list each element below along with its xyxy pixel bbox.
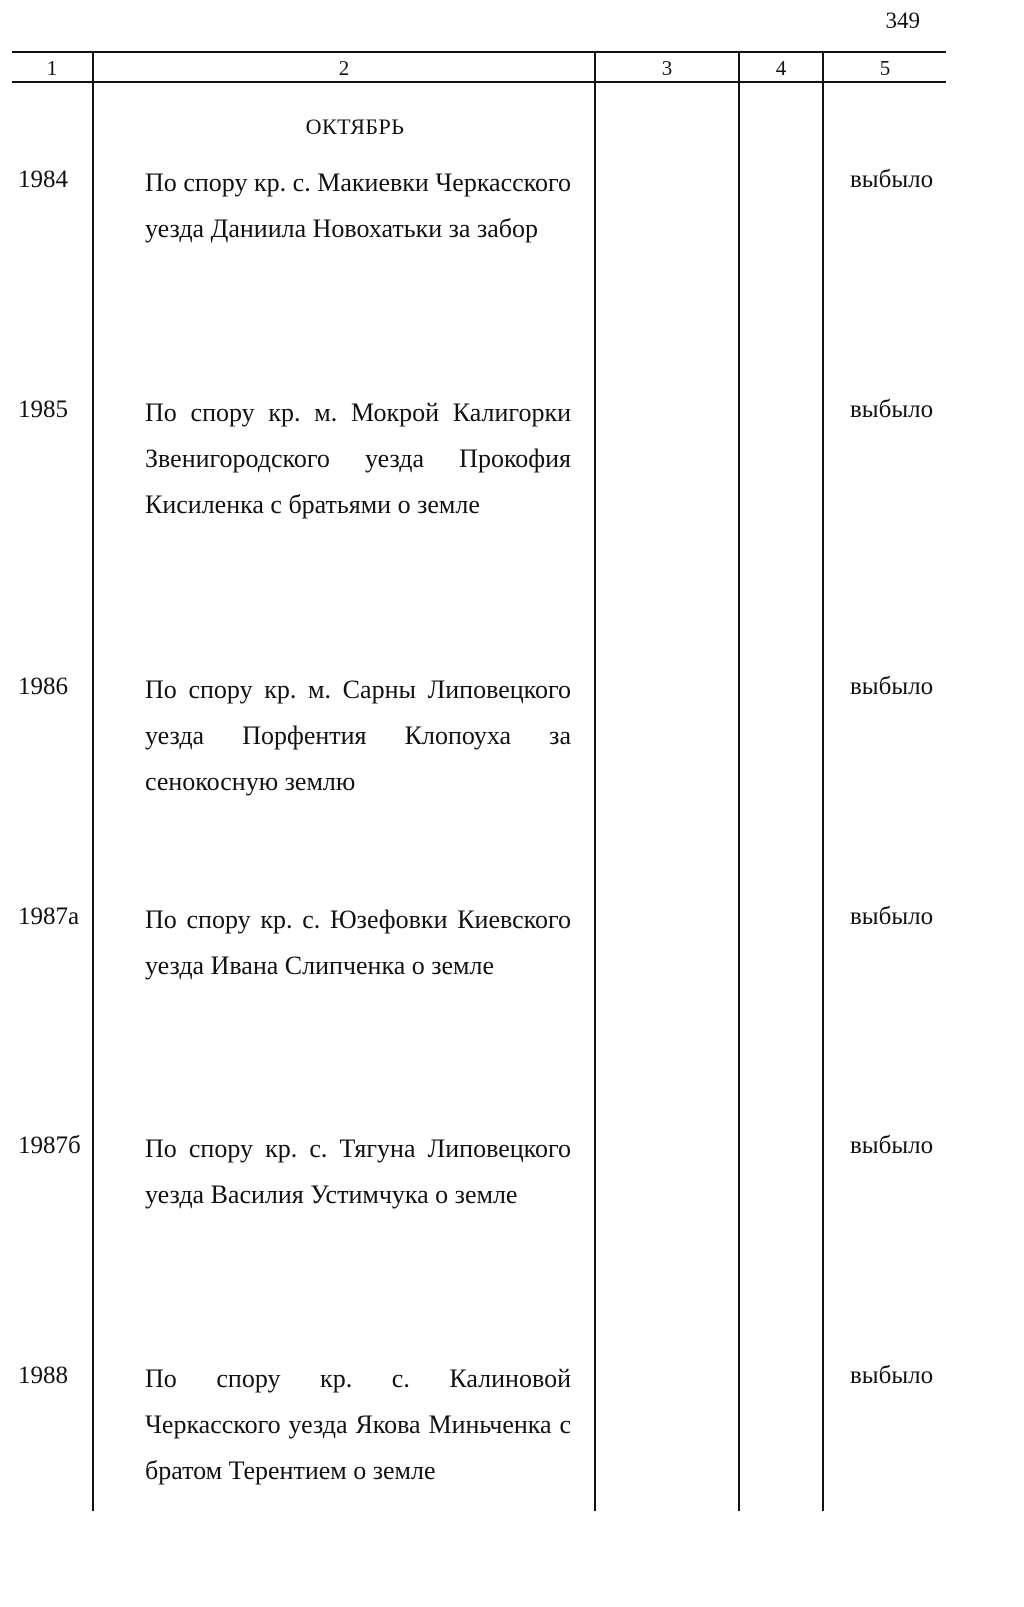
entry-description: По спору кр. с. Макиевки Черкасского уезда Даниила Новохатьки за забор — [145, 168, 571, 243]
column-header-3: 3 — [661, 56, 673, 80]
column-divider-1 — [92, 51, 94, 1511]
column-divider-2 — [594, 51, 596, 1511]
column-header-5: 5 — [879, 56, 891, 80]
column-header-2: 2 — [338, 56, 350, 80]
entry-description: По спору кр. с. Юзефовки Киевского уезда Ивана Слипченка о земле — [145, 905, 571, 980]
entry-number: 1984 — [18, 166, 68, 193]
entry-description: По спору кр. м. Сарны Липовецкого уезда Порфентия Клопоуха за сенокосную землю — [145, 675, 571, 796]
header-bottom-rule — [12, 81, 946, 83]
entry-description: По спору кр. с. Калиновой Черкасского уезда Якова Миньченка с братом Терентием о земле — [145, 1364, 571, 1485]
entry-number: 1987а — [18, 903, 80, 930]
entry-description: По спору кр. м. Мокрой Калигорки Звенигородского уезда Прокофия Кисиленка с братьями о земле — [145, 398, 571, 519]
page-number: 349 — [885, 8, 920, 33]
column-divider-4 — [822, 51, 824, 1511]
entry-status: выбыло — [850, 166, 934, 193]
entry-status: выбыло — [850, 396, 934, 423]
month-heading: ОКТЯБРЬ — [305, 114, 405, 139]
entry-number: 1986 — [18, 673, 68, 700]
column-header-4: 4 — [775, 56, 787, 80]
entry-number: 1987б — [18, 1132, 81, 1159]
entry-status: выбыло — [850, 903, 934, 930]
entry-number: 1988 — [18, 1362, 68, 1389]
entry-status: выбыло — [850, 673, 934, 700]
entry-status: выбыло — [850, 1132, 934, 1159]
column-header-1: 1 — [46, 56, 58, 80]
column-divider-3 — [738, 51, 740, 1511]
entry-number: 1985 — [18, 396, 68, 423]
entry-description: По спору кр. с. Тягуна Липовецкого уезда Василия Устимчука о земле — [145, 1134, 571, 1209]
table-top-rule — [12, 51, 946, 53]
entry-status: выбыло — [850, 1362, 934, 1389]
